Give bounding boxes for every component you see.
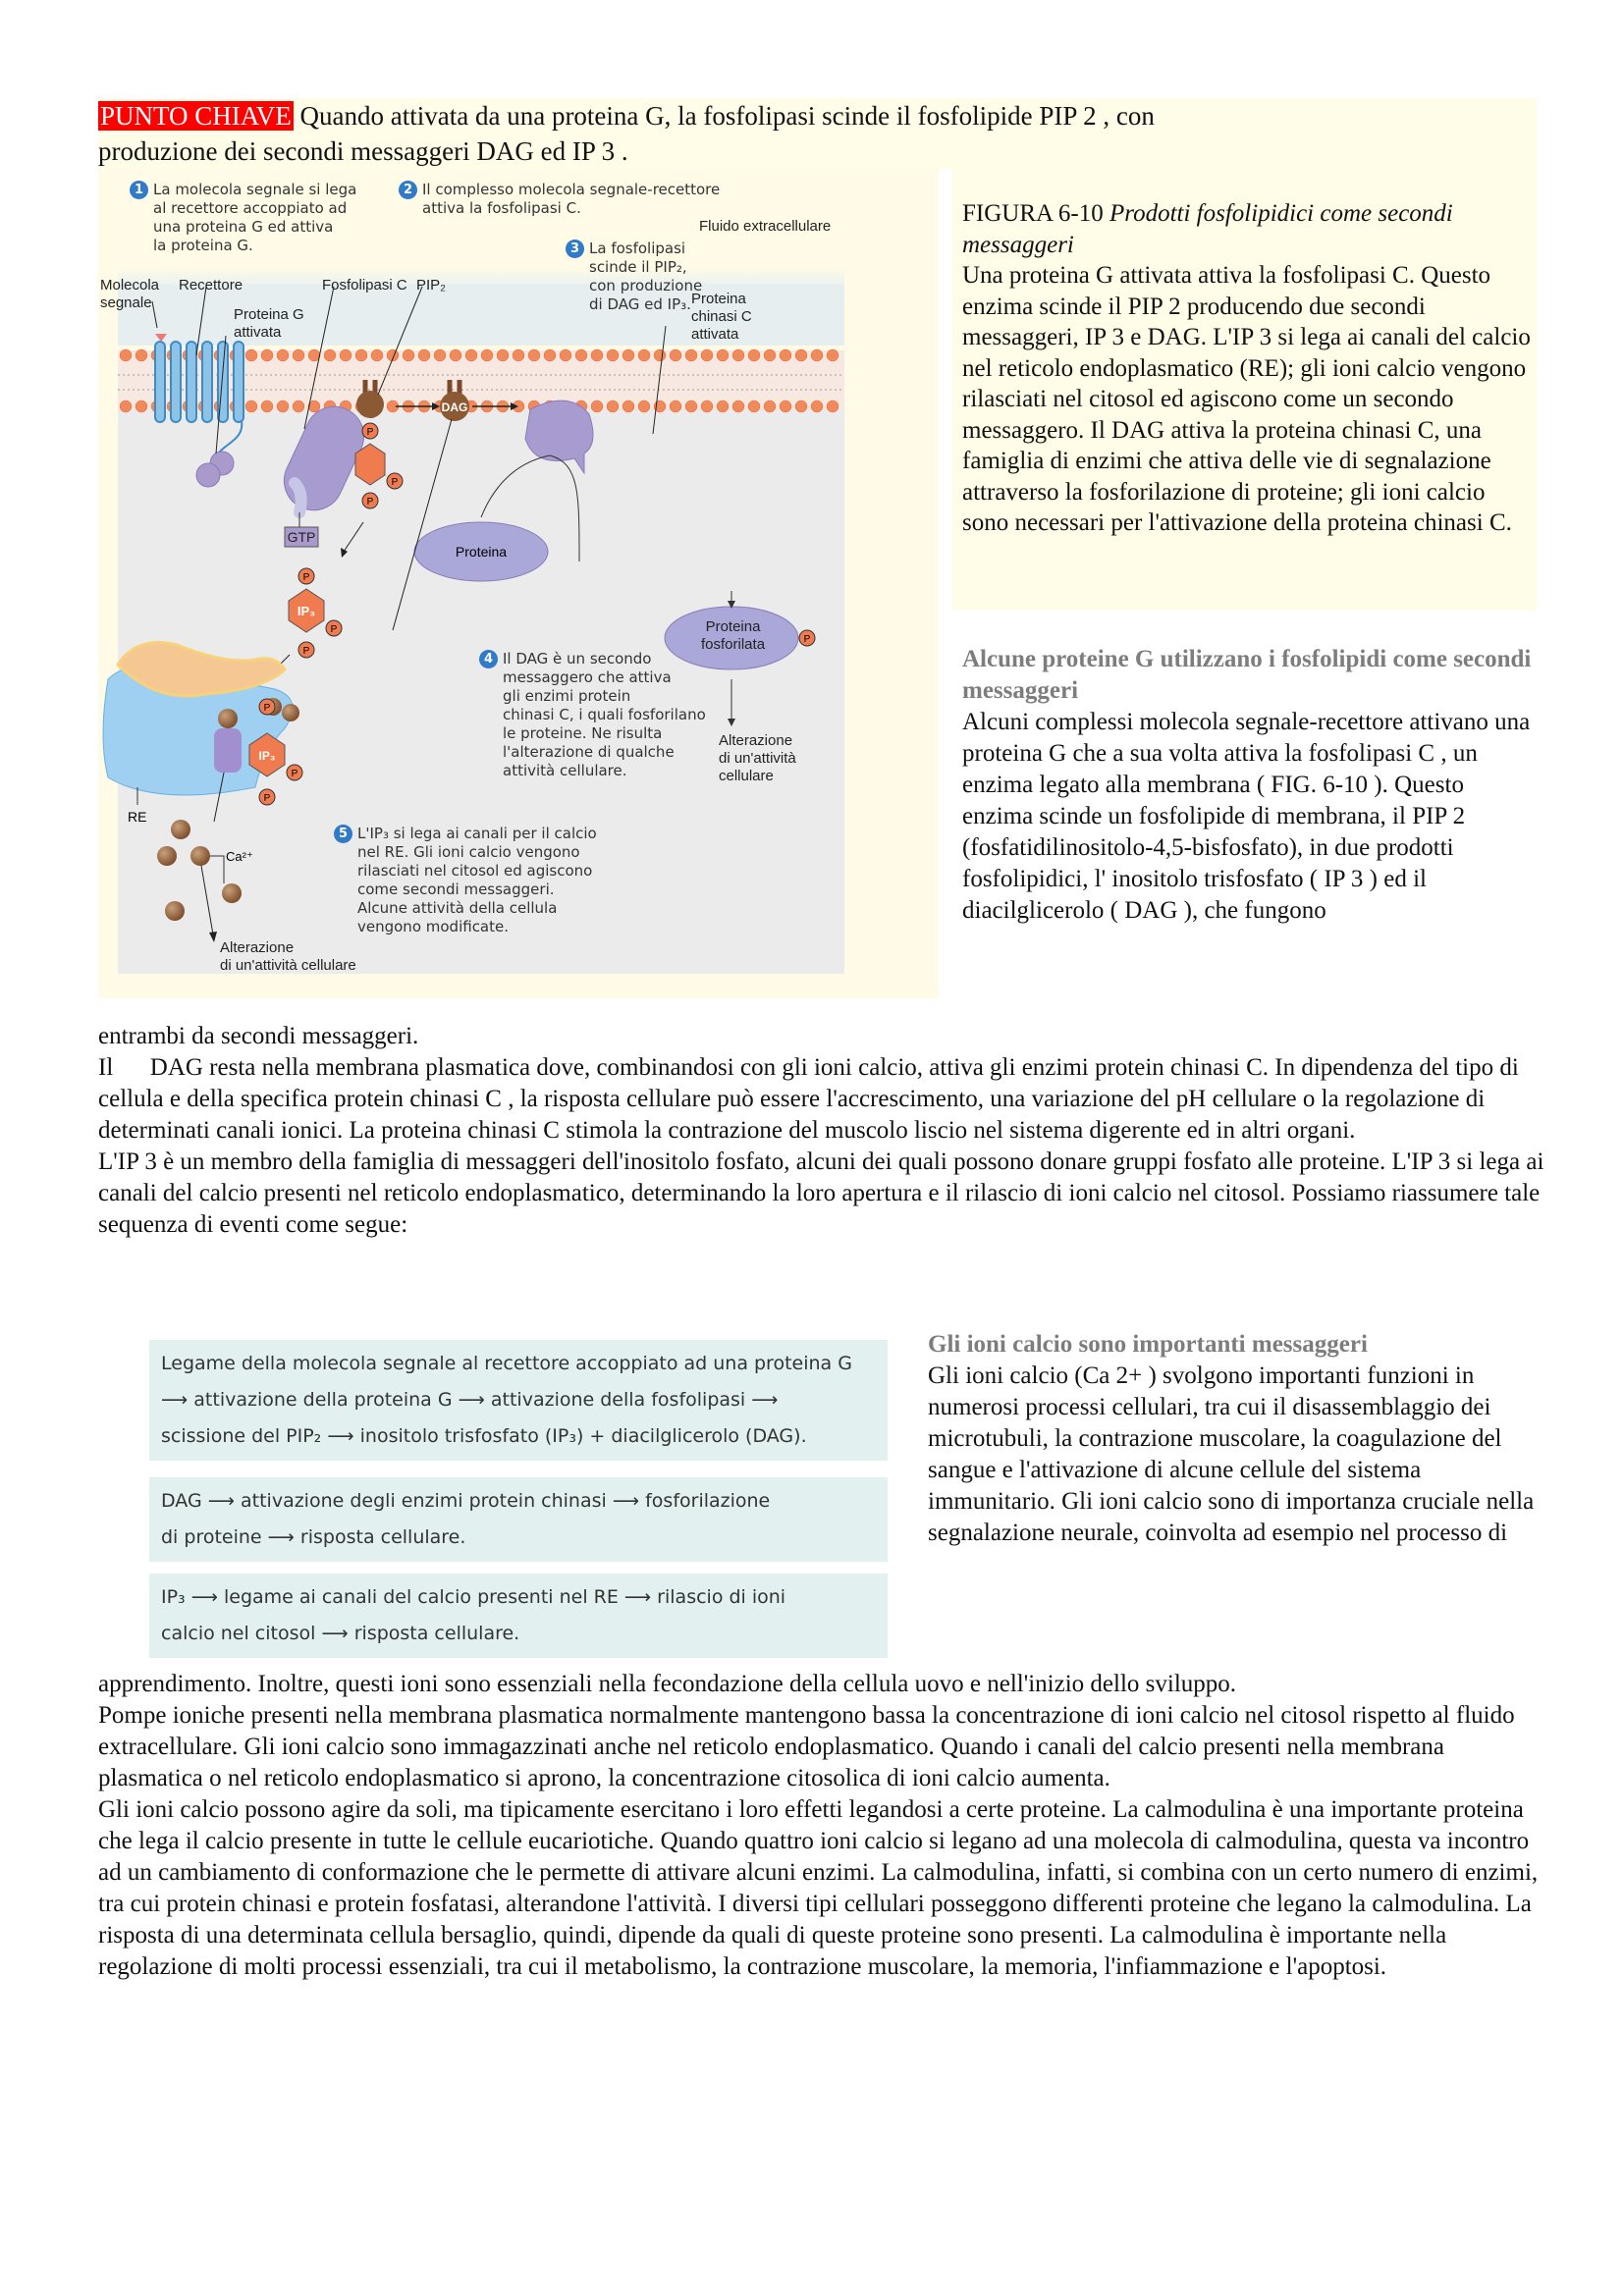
figure-step-3: 3 La fosfolipasi scinde il PIP₂, con produzione di DAG ed IP₃. [589,240,702,314]
svg-text:P: P [302,646,310,657]
phospholipase-c-label: Fosfolipasi C [322,277,407,294]
flow-box-general: Legame della molecola segnale al recettore accoppiato ad una proteina G ⟶ attivazione della proteina G ⟶ attivazione della fosfolipasi ⟶ scissione del PIP₂ ⟶ inositolo trisfosfato (IP₃) + diacilglicerolo (DAG). [149,1340,888,1461]
svg-text:P: P [366,427,374,438]
g-protein-label: Proteina G attivata [234,306,304,341]
figure-caption-body: Una proteina G attivata attiva la fosfolipasi C. Questo enzima scinde il PIP 2 producendo due secondi messaggeri, IP 3 e DAG. L'IP 3 si lega ai canali del calcio nel reticolo endoplasmatico (RE); gli ioni calcio vengono rilasciati nel citosol ed agiscono come un secondo messaggero. Il DAG attiva la proteina chinasi C, una famiglia di enzimi che attiva delle vie di segnalazione attraverso la fosforilazione di proteine; gli ioni calcio sono necessari per l'attivazione della proteina chinasi C. [962,262,1531,536]
section-2-continuation: apprendimento. Inoltre, questi ioni sono essenziali nella fecondazione della cellula uovo e nell'inizio dello sviluppo. [98,1671,1237,1697]
figure-step-1: 1 La molecola segnale si lega al recettore accoppiato ad una proteina G ed attiva la proteina G. [153,181,356,255]
svg-text:Proteina: Proteina [455,544,508,560]
section-2-body [98,1669,1551,1983]
svg-text:P: P [263,793,271,804]
pip2-label: PIP₂ [416,277,446,294]
extracellular-label: Fluido extracellulare [699,218,832,235]
section-2-heading: Gli ioni calcio sono importanti messaggeri [928,1331,1368,1358]
svg-text:Ca²⁺: Ca²⁺ [226,849,253,864]
figure-label: FIGURA 6-10 [962,200,1110,227]
receptor-label: Recettore [179,277,243,294]
section-2-side-column [928,1329,1542,1549]
svg-text:P: P [263,703,271,714]
key-point-tag: PUNTO CHIAVE [100,101,292,131]
key-point-text-line1: Quando attivata da una proteina G, la fosfolipasi scinde il fosfolipide PIP 2 , con [293,101,1155,131]
svg-text:GTP: GTP [287,529,316,545]
svg-text:IP₃: IP₃ [297,604,316,618]
section-2-side-text: Gli ioni calcio (Ca 2+ ) svolgono importanti funzioni in numerosi processi cellulari, tra cui il disassemblaggio dei microtubuli, la contrazione muscolare, la coagulazione del sangue e l'attivazione di alcune cellule del sistema immunitario. Gli ioni calcio sono di importanza cruciale nella segnalazione neurale, coinvolta ad esempio nel processo di [928,1362,1535,1546]
key-point-text-line2: produzione dei secondi messaggeri DAG ed IP 3 . [98,136,628,166]
flow-box-ip3: IP₃ ⟶ legame ai canali del calcio presenti nel RE ⟶ rilascio di ioni calcio nel citosol ⟶ risposta cellulare. [149,1574,888,1658]
svg-text:P: P [291,769,298,779]
svg-text:P: P [366,497,374,507]
signal-molecule-label: Molecola segnale [100,277,160,311]
alteration-bottom-label: Alterazione di un'attività cellulare [220,939,356,974]
section-1-side-column [962,644,1537,927]
figure-caption [952,169,1537,611]
section-1-continuation: entrambi da secondi messaggeri. [98,1023,419,1049]
svg-text:P: P [302,572,310,583]
section-1-side-text: Alcuni complessi molecola segnale-recettore attivano una proteina G che a sua volta attiva la fosfolipasi C , un enzima legato alla membrana ( FIG. 6-10 ). Questo enzima scinde un fosfolipide di membrana, il PIP 2 (fosfatidilinositolo-4,5-bisfosfato), in due prodotti fosfolipidici, l' inositolo trisfosfato ( IP 3 ) ed il diacilglicerolo ( DAG ), che fungono [962,709,1531,924]
paragraph-ip3: L'IP 3 è un membro della famiglia di messaggeri dell'inositolo fosfato, alcuni dei quali possono donare gruppi fosfato alle proteine. L'IP 3 si lega ai canali del calcio presenti nel reticolo endoplasmatico, determinando la loro apertura e il rilascio di ioni calcio nel citosol. Possiamo riassumere tale sequenza di eventi come segue: [98,1148,1544,1238]
svg-text:RE: RE [128,809,147,825]
svg-text:P: P [803,634,811,645]
paragraph-calmodulin: Gli ioni calcio possono agire da soli, ma tipicamente esercitano i loro effetti legandosi a certe proteine. La calmodulina è una importante proteina che lega il calcio presente in tutte le cellule eucariotiche. Quando quattro ioni calcio si legano ad una molecola di calmodulina, questa va incontro ad un cambiamento di conformazione che le permette di attivare alcuni enzimi. La calmodulina, infatti, si combina con un certo numero di enzimi, tra cui protein chinasi e protein fosfatasi, alterandone l'attività. I diversi tipi cellulari posseggono differenti proteine che legano la calmodulina. La risposta di una determinata cellula bersaglio, quindi, dipende da quali di queste proteine sono presenti. La calmodulina è importante nella regolazione di molti processi essenziali, tra cui il metabolismo, la contrazione muscolare, la memoria, l'infiammazione e l'apoptosi. [98,1796,1539,1980]
svg-text:P: P [330,624,338,635]
figure-step-4: 4 Il DAG è un secondo messaggero che attiva gli enzimi protein chinasi C, i quali fosforilano le proteine. Ne risulta l'alterazione di qualche attività cellulare. [503,650,706,780]
flow-box-dag: DAG ⟶ attivazione degli enzimi protein chinasi ⟶ fosforilazione di proteine ⟶ risposta cellulare. [149,1477,888,1562]
figure-title: Prodotti fosfolipidici come secondi messaggeri [962,200,1453,258]
alteration-right-label: Alterazione di un'attività cellulare [719,732,796,784]
figure-step-2: 2 Il complesso molecola segnale-recettore attiva la fosfolipasi C. [422,181,720,218]
figure-6-10-diagram [98,169,939,998]
figure-step-5: 5 L'IP₃ si lega ai canali per il calcio nel RE. Gli ioni calcio vengono rilasciati nel citosol ed agiscono come secondi messaggeri. Alcune attività della cellula vengono modificate. [357,825,597,936]
paragraph-ion-pumps: Pompe ioniche presenti nella membrana plasmatica normalmente mantengono bassa la concentrazione di ioni calcio nel citosol rispetto al fluido extracellulare. Gli ioni calcio sono immagazzinati anche nel reticolo endoplasmatico. Quando i canali del calcio presenti nella membrana plasmatica o nel reticolo endoplasmatico si aprono, la concentrazione citosolica di ioni calcio aumenta. [98,1702,1515,1791]
phosphorylated-protein-label: Proteina fosforilata [701,618,766,653]
paragraph-dag: Il DAG resta nella membrana plasmatica dove, combinandosi con gli ioni calcio, attiva gli enzimi protein chinasi C. In dipendenza del tipo di cellula e della specifica protein chinasi C , la risposta cellulare può essere l'accrescimento, una variazione del pH cellulare o la regolazione di determinati canali ionici. La proteina chinasi C stimola la contrazione del muscolo liscio nel sistema digerente ed in altri organi. [98,1054,1519,1144]
section-1-heading: Alcune proteine G utilizzano i fosfolipidi come secondi messaggeri [962,646,1532,704]
pkc-label: Proteina chinasi C attivata [691,291,752,343]
svg-text:DAG: DAG [441,400,468,414]
key-point-banner [98,98,1537,169]
svg-text:P: P [391,477,399,488]
svg-text:IP₃: IP₃ [258,749,276,763]
section-1-body [98,1021,1551,1241]
